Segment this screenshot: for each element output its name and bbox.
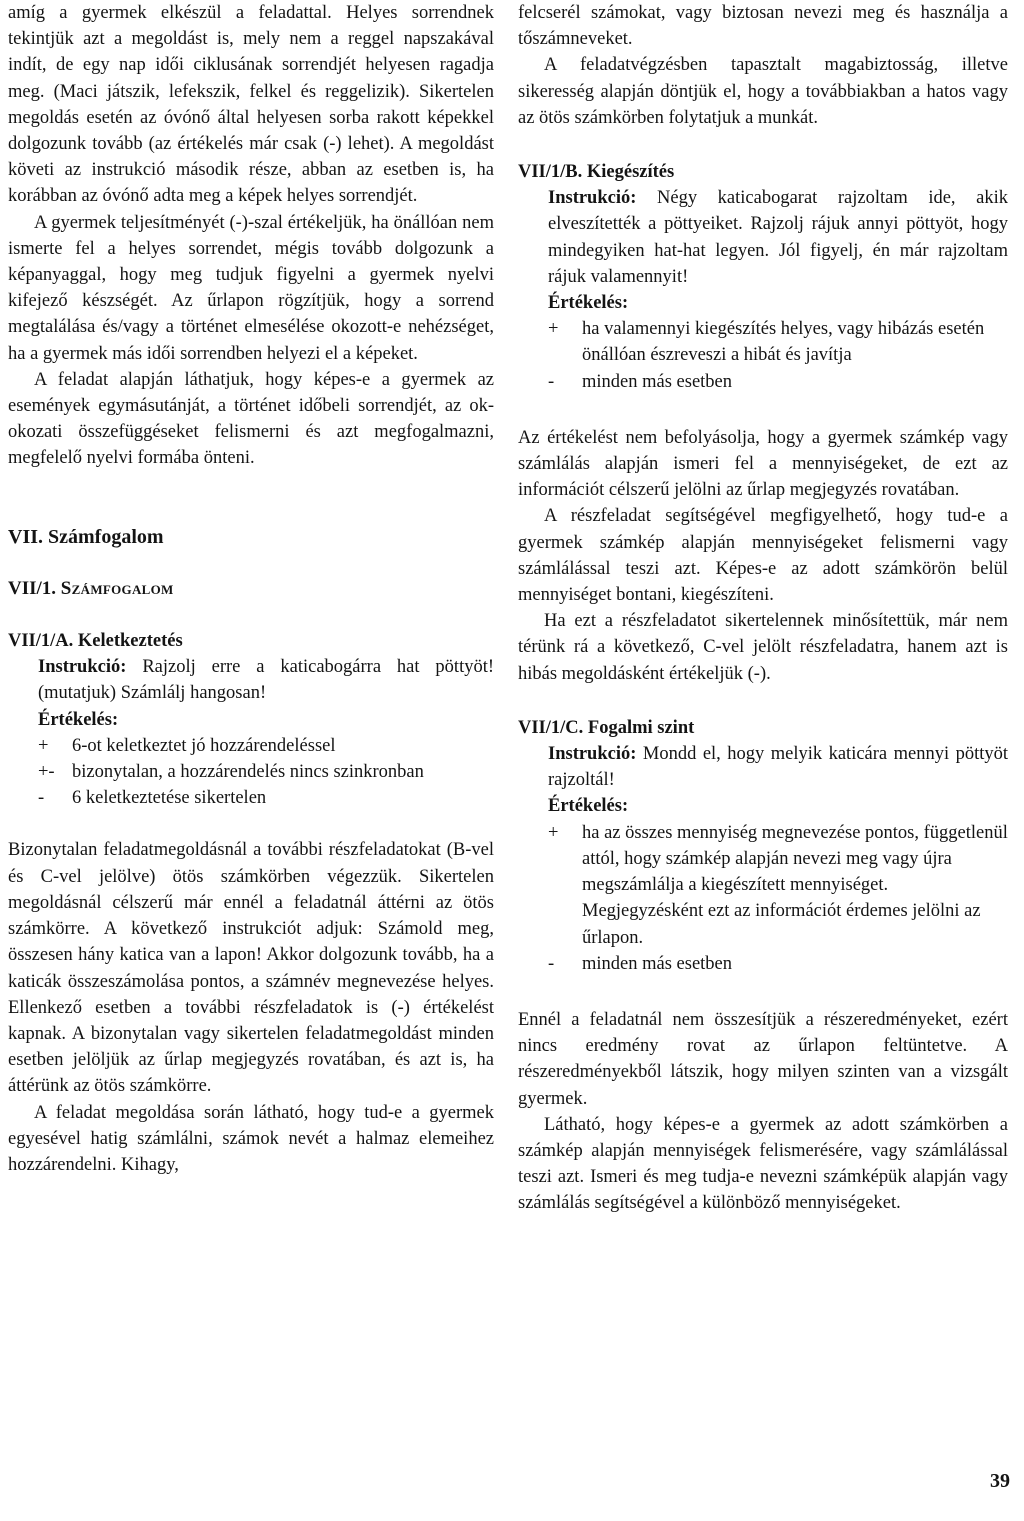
instruction-text: Rajzolj erre a katicabogárra hat pöttyöt! (mutatjuk) Számlálj hangosan! bbox=[38, 657, 495, 704]
instruction bbox=[548, 741, 1008, 793]
criterion bbox=[548, 316, 1008, 368]
right-column bbox=[518, 0, 1008, 1217]
chapter-heading bbox=[8, 524, 494, 550]
evaluation-label: Értékelés: bbox=[548, 796, 629, 817]
instruction-label: Instrukció: bbox=[548, 744, 637, 765]
criterion bbox=[548, 369, 1008, 395]
criterion-text: ha valamennyi kiegészítés helyes, vagy hibázás esetén önállóan észreveszi a hibát és javítja bbox=[582, 319, 985, 366]
criterion bbox=[548, 820, 1008, 951]
criterion-symbol: - bbox=[548, 953, 555, 974]
page-number: 39 bbox=[990, 1470, 1010, 1492]
criterion-text: 6-ot keletkeztet jó hozzárendeléssel bbox=[72, 735, 336, 756]
instruction-label: Instrukció: bbox=[38, 657, 127, 678]
criterion bbox=[38, 759, 494, 785]
paragraph: A gyermek teljesítményét (-)-szal értékeljük, ha önállóan nem ismerte fel a helyes sorrendet, mégis tovább dolgozunk a képanyaggal, hogy meg tudjuk figyelni a gyermek nyelvi kifejező készségét. Az űrlapon rögzítjük, hogy a sorrend megtalálása és/vagy a történet elmesélése okozott-e nehézséget, ha a gyermek más idői sorrendben helyezi el a képeket. bbox=[8, 212, 494, 364]
section-title: Számfogalom bbox=[60, 577, 174, 599]
subsection-heading-a: VII/1/A. Keletkeztetés bbox=[8, 631, 183, 652]
evaluation-label: Értékelés: bbox=[38, 709, 119, 730]
criterion-symbol: - bbox=[38, 788, 45, 809]
paragraph: Ennél a feladatnál nem összesítjük a részeredményeket, ezért nincs eredmény rovat az űrlapon feltüntetve. A részeredményekből látszik, hogy milyen szinten van a vizsgált gyermek. bbox=[518, 1009, 1008, 1109]
paragraph: Az értékelést nem befolyásolja, hogy a gyermek számkép vagy számlálás alapján ismeri fel a mennyiségeket, de ezt az információt célszerű jelölni az űrlap megjegyzés rovatában. bbox=[518, 427, 1008, 501]
criterion-text: ha az összes mennyiség megnevezése pontos, függetlenül attól, hogy számkép alapján nevezi meg vagy újra megszámlálja a kiegészített mennyiséget. Megjegyzésként ezt az információt érdemes jelölni az űrlapon. bbox=[582, 822, 1008, 948]
paragraph: felcserél számokat, vagy biztosan nevezi meg és használja a tőszámneveket. bbox=[518, 3, 1008, 50]
section-heading bbox=[8, 576, 494, 602]
criterion-symbol: + bbox=[38, 735, 49, 756]
section-number: VII/1. bbox=[8, 577, 57, 599]
paragraph: A feladatvégzésben tapasztalt magabiztosság, illetve sikeresség alapján döntjük el, hogy a továbbiakban a hatos vagy az ötös számkörben folytatjuk a munkát. bbox=[518, 55, 1008, 128]
paragraph: Ha ezt a részfeladatot sikertelennek minősítettük, már nem térünk rá a következő, C-vel jelölt részfeladatra, hanem azt is hibás megoldásként értékeljük (-). bbox=[518, 611, 1008, 684]
instruction bbox=[548, 185, 1008, 290]
criterion bbox=[38, 733, 494, 759]
criterion-symbol: + bbox=[548, 319, 559, 340]
criterion-symbol: - bbox=[548, 371, 555, 392]
criterion-text: 6 keletkeztetése sikertelen bbox=[72, 788, 267, 809]
instruction bbox=[38, 654, 494, 706]
chapter-number: VII. bbox=[8, 525, 44, 548]
paragraph: amíg a gyermek elkészül a feladattal. Helyes sorrendnek tekintjük azt a megoldást is, mely nem a reggel napszakával indít, de egy nap idői ciklusának sorrendjét helyesen ragadja meg. (Maci játszik, lefekszik, felkel és reggelizik). Sikertelen megoldás esetén az óvónő által helyesen sorba rakott képekkel dolgozunk tovább (az értékelés már csak (-) lehet). A megoldást követi az instrukció második része, abban az esetben is, ha korábban az óvónő adta meg a képek helyes sorrendjét. bbox=[8, 3, 494, 207]
paragraph: A feladat megoldása során látható, hogy tud-e a gyermek egyesével hatig számlálni, számok nevét a halmaz elemeihez hozzárendelni. Kihagy, bbox=[8, 1102, 494, 1175]
criterion-text: minden más esetben bbox=[582, 953, 733, 974]
instruction-text: Mondd el, hogy melyik katicára mennyi pöttyöt rajzoltál! bbox=[548, 744, 1008, 791]
paragraph: Bizonytalan feladatmegoldásnál a további részfeladatokat (B-vel és C-vel jelölve) ötös számkörben végezzük. Sikertelen megoldásnál célszerű már ennél a feladatnál áttérni az ötös számkörre. A következő instrukciót adjuk: Számold meg, összesen hány katica van a lapon! Akkor dolgozunk tovább, ha a katicák összeszámolása pontos, a számnév megnevezése helyes. Ellenkező esetben a további részfeladatok is (-) értékelést kapnak. A bizonytalan vagy sikertelen feladatmegoldást minden esetben jelöljük az űrlap megjegyzés rovatában, és azt is, ha áttérünk az ötös számkörre. bbox=[8, 840, 494, 1097]
paragraph: A feladat alapján láthatjuk, hogy képes-e a gyermek az események egymásutánját, a történet időbeli sorrendjét, az ok-okozati összefüggéseket felismerni és azt megfogalmazni, megfelelő nyelvi formába önteni. bbox=[8, 369, 494, 469]
criterion-text: bizonytalan, a hozzárendelés nincs szinkronban bbox=[72, 762, 424, 783]
subsection-heading-c: VII/1/C. Fogalmi szint bbox=[518, 717, 695, 738]
criterion-symbol: +- bbox=[38, 762, 55, 783]
criterion-text: minden más esetben bbox=[582, 371, 733, 392]
instruction-text: Négy katicabogarat rajzoltam ide, akik elveszítették a pöttyeiket. Rajzolj rájuk annyi pöttyöt, hogy mindegyiken hat-hat legyen. Jól figyelj, én már rajzoltam rájuk valamennyit! bbox=[548, 188, 1009, 287]
criterion-symbol: + bbox=[548, 822, 559, 843]
evaluation-label: Értékelés: bbox=[548, 293, 629, 314]
criterion bbox=[38, 785, 494, 811]
paragraph: A részfeladat segítségével megfigyelhető, hogy tud-e a gyermek számkép alapján mennyiségeket felismerni vagy számlálással teszi azt. Képes-e az adott számkörön belül mennyiséget bontani, kiegészíteni. bbox=[518, 506, 1008, 606]
paragraph: Látható, hogy képes-e a gyermek az adott számkörben a számkép alapján mennyiségek felismerésére, vagy számlálással teszi azt. Ismeri és meg tudja-e nevezni számképük alapján vagy számlálás segítségével a különböző mennyiségeket. bbox=[518, 1114, 1008, 1214]
instruction-label: Instrukció: bbox=[548, 188, 637, 209]
left-column bbox=[8, 0, 494, 1178]
chapter-title: Számfogalom bbox=[48, 525, 164, 548]
criterion bbox=[548, 951, 1008, 977]
subsection-heading-b: VII/1/B. Kiegészítés bbox=[518, 162, 675, 183]
